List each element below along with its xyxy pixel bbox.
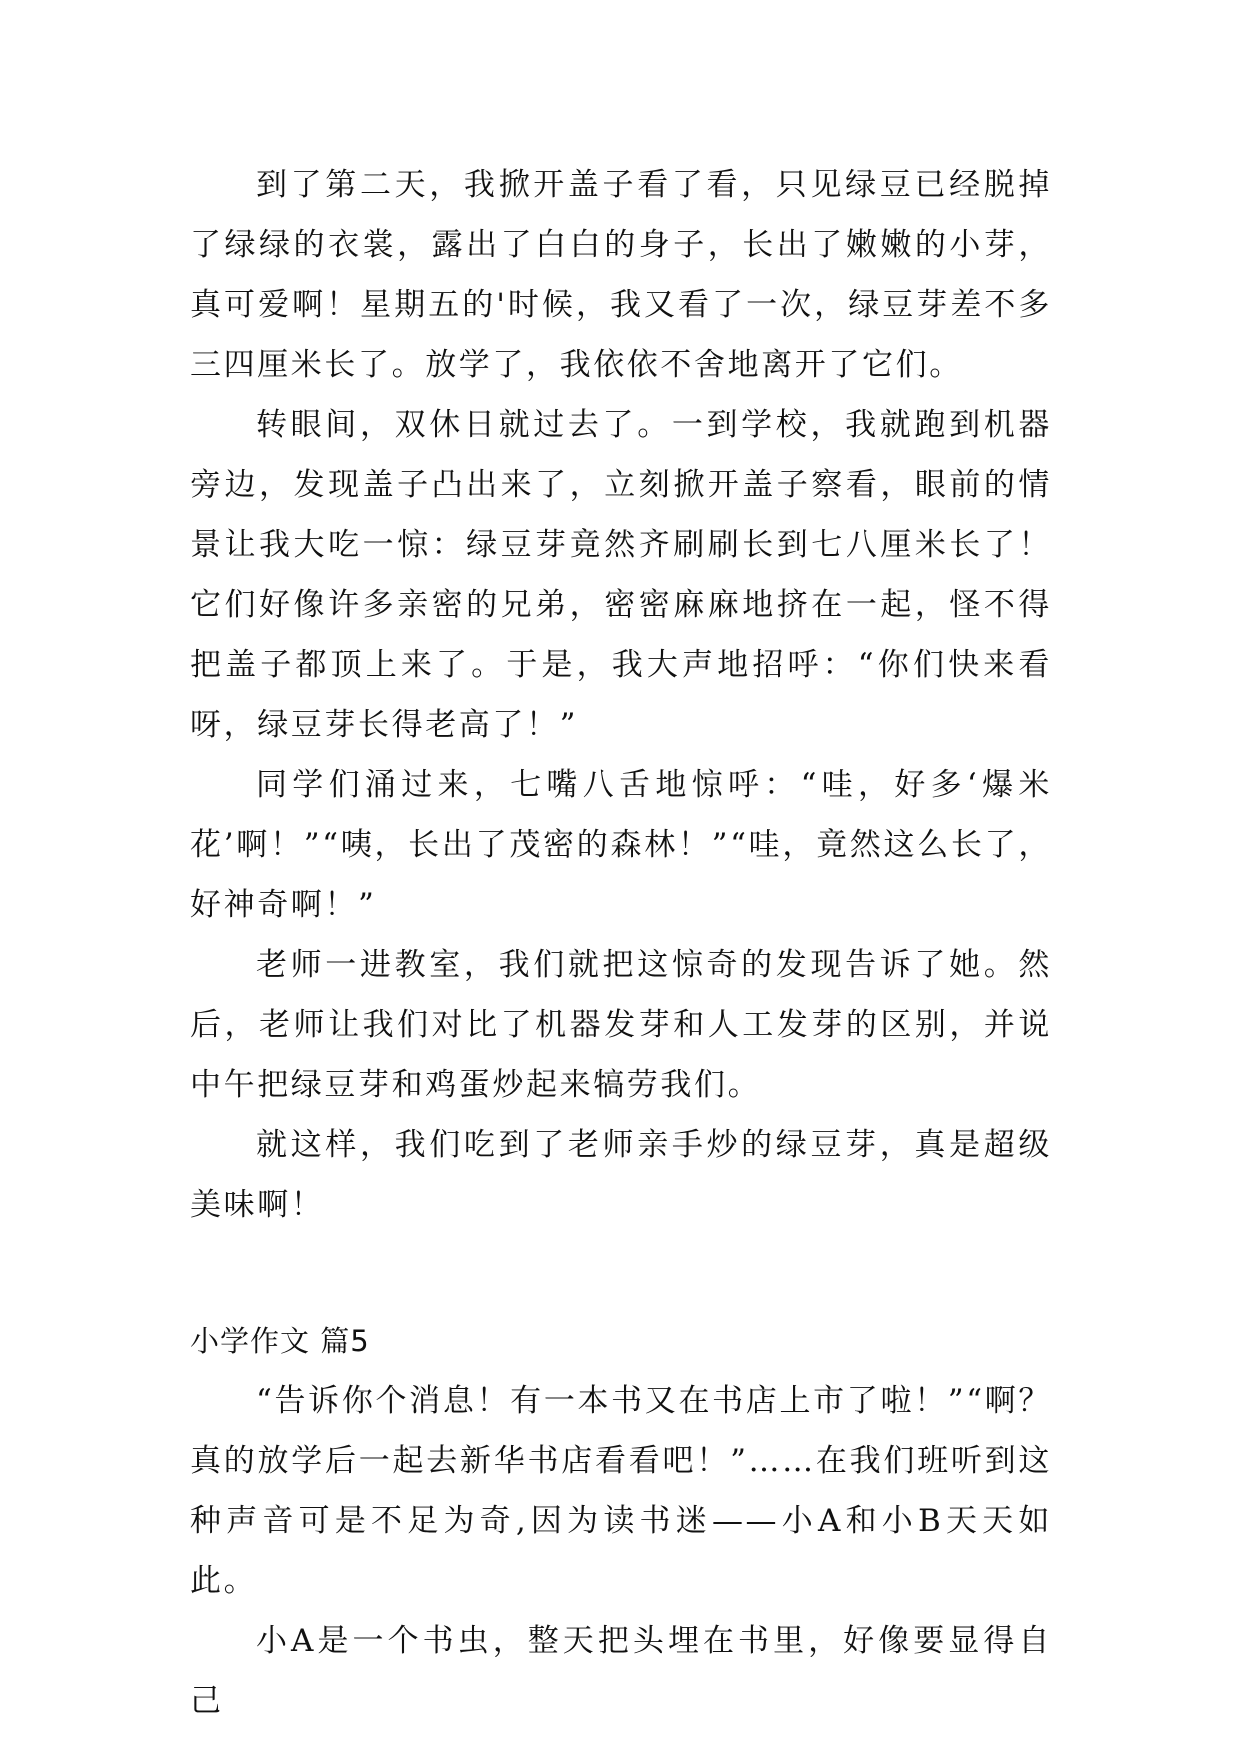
paragraph-2: 转眼间，双休日就过去了。一到学校，我就跑到机器旁边，发现盖子凸出来了，立刻掀开盖子察看，眼前的情景让我大吃一惊：绿豆芽竟然齐刷刷长到七八厘米长了！它们好像许多亲密的兄弟，密密麻麻地挤在一起，怪不得把盖子都顶上来了。于是，我大声地招呼：“你们快来看呀，绿豆芽长得老高了！” (190, 407, 1052, 743)
section-heading: 小学作文 篇5 (190, 1324, 370, 1358)
paragraph-6: “告诉你个消息！有一本书又在书店上市了啦！”“啊？真的放学后一起去新华书店看看吧！”……在我们班听到这种声音可是不足为奇,因为读书迷——小A和小B天天如此。 (190, 1383, 1052, 1599)
paragraph-5: 就这样，我们吃到了老师亲手炒的绿豆芽，真是超级美味啊！ (190, 1127, 1052, 1223)
paragraph-7: 小A是一个书虫，整天把头埋在书里，好像要显得自己 (190, 1623, 1052, 1719)
paragraph-1: 到了第二天，我掀开盖子看了看，只见绿豆已经脱掉了绿绿的衣裳，露出了白白的身子，长出了嫩嫩的小芽，真可爱啊！星期五的'时候，我又看了一次，绿豆芽差不多三四厘米长了。放学了，我依依不舍地离开了它们。 (190, 167, 1052, 383)
paragraph-4: 老师一进教室，我们就把这惊奇的发现告诉了她。然后，老师让我们对比了机器发芽和人工发芽的区别，并说中午把绿豆芽和鸡蛋炒起来犒劳我们。 (190, 947, 1052, 1103)
document-page (190, 155, 1052, 1731)
paragraph-3: 同学们涌过来，七嘴八舌地惊呼：“哇，好多‘爆米花’啊！”“咦，长出了茂密的森林！”“哇，竟然这么长了，好神奇啊！” (190, 767, 1052, 923)
